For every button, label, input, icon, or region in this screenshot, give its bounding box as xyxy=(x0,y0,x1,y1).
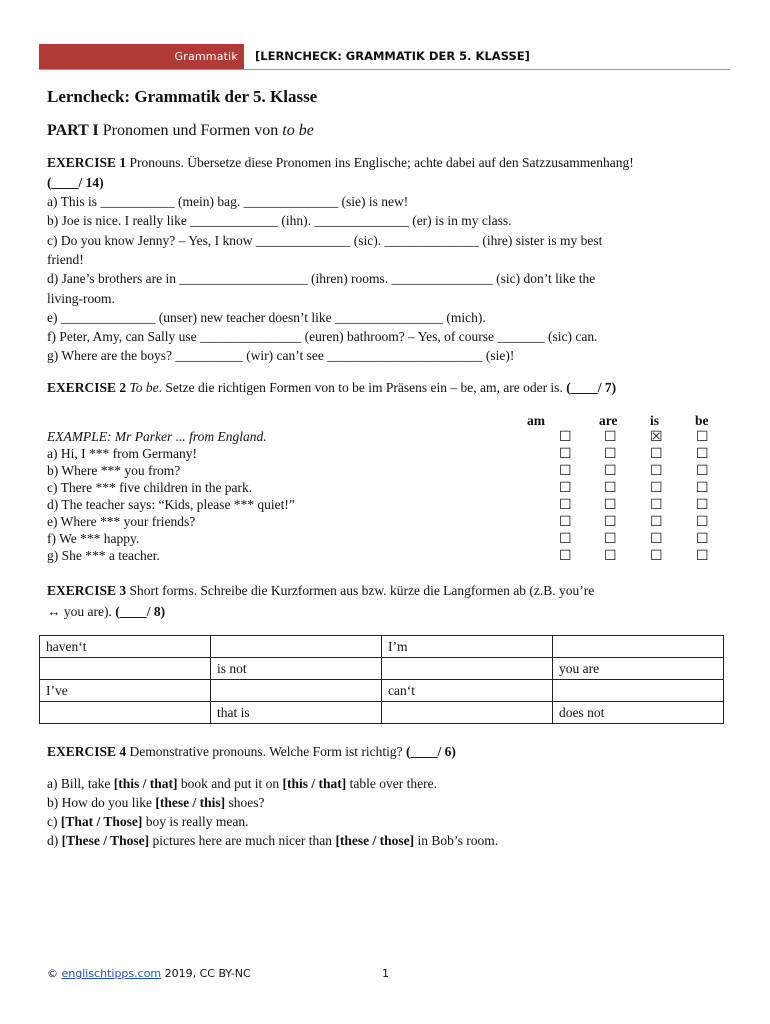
table-cell[interactable] xyxy=(211,636,382,658)
ex3-heading-2: ↔ you are). (____/ 8) xyxy=(47,604,166,619)
checkbox-am[interactable]: ☐ xyxy=(559,531,572,547)
header-title: [LERNCHECK: GRAMMATIK DER 5. KLASSE] xyxy=(255,49,530,63)
footer-link[interactable]: englischtipps.com xyxy=(61,967,162,980)
part-heading: PART I Pronomen und Formen von to be xyxy=(47,122,314,139)
table-cell: that is xyxy=(211,702,382,724)
header-tag: Grammatik xyxy=(174,50,238,63)
checkbox-are[interactable]: ☐ xyxy=(604,429,617,445)
table-cell[interactable] xyxy=(40,702,211,724)
checkbox-am[interactable]: ☐ xyxy=(559,548,572,564)
ex2-heading: EXERCISE 2 To be. Setze die richtigen Formen von to be im Präsens ein – be, am, are oder is. (____/ 7) xyxy=(47,380,617,395)
checkbox-are[interactable]: ☐ xyxy=(604,463,617,479)
ex4-line: c) [That / Those] boy is really mean. xyxy=(47,814,249,829)
checkbox-am[interactable]: ☐ xyxy=(559,514,572,530)
table-cell: can‘t xyxy=(382,680,553,702)
checkbox-is[interactable]: ☐ xyxy=(650,480,663,496)
checkbox-are[interactable]: ☐ xyxy=(604,548,617,564)
checkbox-be[interactable]: ☐ xyxy=(696,497,709,513)
checkbox-be[interactable]: ☐ xyxy=(696,463,709,479)
checkbox-am[interactable]: ☐ xyxy=(559,446,572,462)
checkbox-is[interactable]: ☒ xyxy=(650,429,663,445)
col-be: be xyxy=(695,413,709,428)
footer: © englischtipps.com 2019, CC BY-NC xyxy=(47,967,251,980)
ex1-line: g) Where are the boys? __________ (wir) can’t see _______________________ (sie)! xyxy=(47,348,515,364)
table-row xyxy=(40,702,724,724)
col-are: are xyxy=(599,413,618,428)
ex1-score: (____/ 14) xyxy=(47,175,104,190)
ex1-line: living-room. xyxy=(47,290,115,306)
ex4-line: b) How do you like [these / this] shoes? xyxy=(47,795,265,810)
checkbox-be[interactable]: ☐ xyxy=(696,548,709,564)
table-cell: you are xyxy=(553,658,724,680)
header-tag-box xyxy=(39,44,244,70)
checkbox-be[interactable]: ☐ xyxy=(696,446,709,462)
checkbox-are[interactable]: ☐ xyxy=(604,531,617,547)
page-number: 1 xyxy=(382,967,389,980)
ex2-row: d) The teacher says: “Kids, please *** quiet!” xyxy=(47,497,295,512)
table-cell[interactable] xyxy=(553,680,724,702)
checkbox-be[interactable]: ☐ xyxy=(696,429,709,445)
ex2-row: g) She *** a teacher. xyxy=(47,548,160,563)
table-row xyxy=(40,680,724,702)
ex4-line: a) Bill, take [this / that] book and put it on [this / that] table over there. xyxy=(47,776,437,791)
table-cell: haven‘t xyxy=(40,636,211,658)
ex4-line: d) [These / Those] pictures here are much nicer than [these / those] in Bob’s room. xyxy=(47,833,499,848)
ex1-line: e) ______________ (unser) new teacher doesn’t like ________________ (mich). xyxy=(47,309,486,325)
checkbox-are[interactable]: ☐ xyxy=(604,480,617,496)
col-is: is xyxy=(650,413,660,428)
checkbox-is[interactable]: ☐ xyxy=(650,514,663,530)
short-forms-table xyxy=(39,635,724,724)
table-cell[interactable] xyxy=(382,702,553,724)
ex1-line: f) Peter, Amy, can Sally use _______________ (euren) bathroom? – Yes, of course _______ (sic) can. xyxy=(47,329,598,345)
table-cell[interactable] xyxy=(553,636,724,658)
table-cell[interactable] xyxy=(382,658,553,680)
ex1-line: friend! xyxy=(47,251,84,267)
ex1-line: b) Joe is nice. I really like _____________ (ihn). ______________ (er) is in my class. xyxy=(47,213,512,229)
checkbox-am[interactable]: ☐ xyxy=(559,480,572,496)
ex1-line: c) Do you know Jenny? – Yes, I know ______________ (sic). ______________ (ihre) sister is my best xyxy=(47,232,603,248)
ex2-row: a) Hi, I *** from Germany! xyxy=(47,446,197,461)
checkbox-am[interactable]: ☐ xyxy=(559,497,572,513)
page-title: Lerncheck: Grammatik der 5. Klasse xyxy=(47,87,318,106)
ex2-row: e) Where *** your friends? xyxy=(47,514,196,529)
table-cell: is not xyxy=(211,658,382,680)
ex1-line: a) This is ___________ (mein) bag. ______________ (sie) is new! xyxy=(47,194,409,209)
header-rule xyxy=(39,69,730,70)
checkbox-are[interactable]: ☐ xyxy=(604,514,617,530)
ex2-row: f) We *** happy. xyxy=(47,531,140,546)
checkbox-be[interactable]: ☐ xyxy=(696,531,709,547)
checkbox-am[interactable]: ☐ xyxy=(559,429,572,445)
ex1-heading: EXERCISE 1 Pronouns. Übersetze diese Pronomen ins Englische; achte dabei auf den Satzzusammenhang! xyxy=(47,155,634,170)
table-cell: I’m xyxy=(382,636,553,658)
ex2-example: EXAMPLE: Mr Parker ... from England. xyxy=(47,429,267,444)
checkbox-is[interactable]: ☐ xyxy=(650,446,663,462)
col-am: am xyxy=(527,413,545,428)
table-row xyxy=(40,658,724,680)
checkbox-be[interactable]: ☐ xyxy=(696,514,709,530)
ex1-line: d) Jane’s brothers are in ___________________ (ihren) rooms. _______________ (sic) don’t like the xyxy=(47,271,596,287)
table-cell: I’ve xyxy=(40,680,211,702)
ex3-heading: EXERCISE 3 Short forms. Schreibe die Kurzformen aus bzw. kürze die Langformen ab (z.B. you’re xyxy=(47,583,595,598)
table-cell: does not xyxy=(553,702,724,724)
ex4-heading: EXERCISE 4 Demonstrative pronouns. Welche Form ist richtig? (____/ 6) xyxy=(47,744,456,759)
table-row xyxy=(40,636,724,658)
checkbox-be[interactable]: ☐ xyxy=(696,480,709,496)
checkbox-are[interactable]: ☐ xyxy=(604,497,617,513)
checkbox-is[interactable]: ☐ xyxy=(650,463,663,479)
checkbox-are[interactable]: ☐ xyxy=(604,446,617,462)
checkbox-is[interactable]: ☐ xyxy=(650,497,663,513)
ex2-row: b) Where *** you from? xyxy=(47,463,181,478)
table-cell[interactable] xyxy=(40,658,211,680)
table-cell[interactable] xyxy=(211,680,382,702)
ex2-row: c) There *** five children in the park. xyxy=(47,480,253,495)
checkbox-is[interactable]: ☐ xyxy=(650,531,663,547)
checkbox-am[interactable]: ☐ xyxy=(559,463,572,479)
checkbox-is[interactable]: ☐ xyxy=(650,548,663,564)
